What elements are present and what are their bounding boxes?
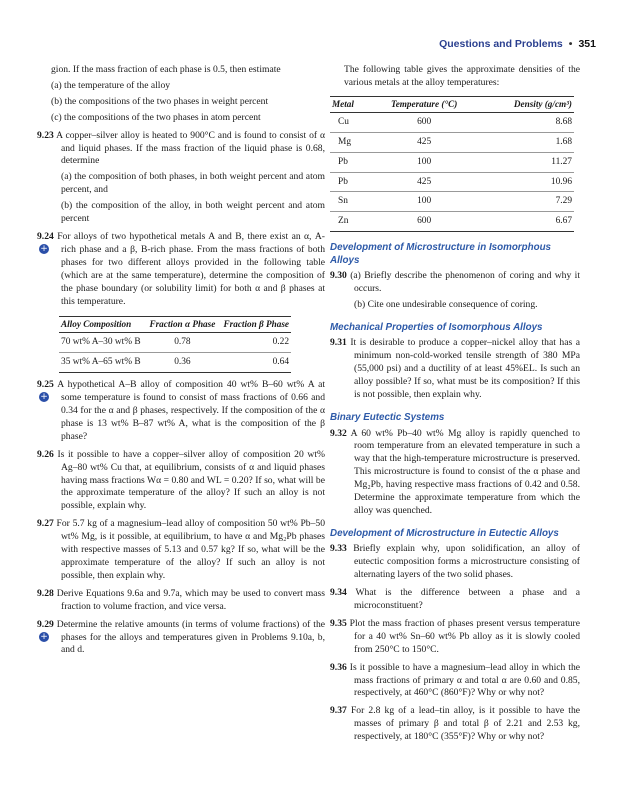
table-header: Alloy Composition xyxy=(59,317,146,333)
problem-number: 9.30 xyxy=(330,270,347,282)
section-heading: Binary Eutectic Systems xyxy=(330,412,445,423)
section-heading: Development of Microstructure in Eutectic Alloys xyxy=(330,527,559,539)
problem-9-35 xyxy=(330,618,580,657)
table-cell: 0.64 xyxy=(219,353,291,373)
table-header: Temperature (°C) xyxy=(370,96,478,112)
plus-circle-icon[interactable]: + xyxy=(40,392,48,403)
problem-text: For alloys of two hypothetical metals A and B, there exist an α, A-rich phase and a β, B-rich phase. From the mass fractions of both phases for two different alloys provided in the following table (which are at the same temperature), determine the composition of the phase boundary (or solubility limit) for both α and β phases at this temperature. xyxy=(57,230,325,307)
problem-9-36 xyxy=(330,662,580,701)
problem-number: 9.29 xyxy=(37,618,54,630)
problem-text: Is it possible to have a magnesium–lead alloy in which the mass fractions of primary α and total α are 0.60 and 0.85, respectively, at 460°C (860°F)? Why or why not? xyxy=(349,661,581,699)
table-cell: 1.68 xyxy=(478,132,574,152)
problem-number: 9.34 xyxy=(330,587,347,599)
table-cell: 100 xyxy=(370,192,478,212)
problem-text: A 60 wt% Pb–40 wt% Mg alloy is rapidly quenched to room temperature from an elevated temperature in such a way that the high-temperature microstructure is preserved. This microstructure is found to consist of the α phase and Mg₂Pb, having respective mass fractions of 0.42 and 0.58. Determine the approximate temperature from which the alloy was quenched. xyxy=(350,427,580,516)
header-separator: • xyxy=(568,38,573,50)
section-heading: Mechanical Properties of Isomorphous Alloys xyxy=(330,321,543,333)
table-header: Fraction α Phase xyxy=(146,317,219,333)
problem-9-31 xyxy=(330,337,580,402)
table-cell: 0.36 xyxy=(146,353,219,373)
table-header: Fraction β Phase xyxy=(219,317,291,333)
table-row xyxy=(59,333,291,353)
problem-number: 9.31 xyxy=(330,337,347,349)
table-header: Metal xyxy=(330,96,370,112)
table-cell: 11.27 xyxy=(478,152,574,172)
problem-number: 9.24 xyxy=(37,230,54,242)
sub-b: (b) Cite one undesirable consequence of coring. xyxy=(354,299,538,311)
table-cell: 35 wt% A–65 wt% B xyxy=(59,353,146,373)
problem-9-27 xyxy=(37,518,325,583)
table-row xyxy=(330,192,574,212)
sub-b: (b) the composition of the alloy, in both weight percent and atom percent xyxy=(61,200,325,225)
table-cell: 7.29 xyxy=(478,192,574,212)
problem-text: A copper–silver alloy is heated to 900°C and is found to consist of α and liquid phases. If the mass fraction of the liquid phase is 0.68, determine xyxy=(56,129,325,167)
problem-9-23 xyxy=(37,130,325,169)
problem-9-26 xyxy=(37,449,325,514)
problem-9-24 xyxy=(37,231,325,308)
problem-9-34 xyxy=(330,587,580,613)
table-row xyxy=(330,212,574,232)
page-number: 351 xyxy=(578,38,596,50)
table-cell: 6.67 xyxy=(478,212,574,232)
table-cell: 600 xyxy=(370,112,478,132)
plus-circle-icon[interactable]: + xyxy=(40,243,48,254)
table-cell: 70 wt% A–30 wt% B xyxy=(59,333,146,353)
problem-number: 9.28 xyxy=(37,587,54,599)
problem-number: 9.25 xyxy=(37,379,54,391)
table-cell: Cu xyxy=(330,112,370,132)
problem-number: 9.27 xyxy=(37,518,54,530)
density-table xyxy=(330,96,574,232)
problem-number: 9.37 xyxy=(330,705,347,717)
density-intro: The following table gives the approximate densities of the various metals at the alloy temperatures: xyxy=(344,64,580,88)
table-header: Density (g/cm³) xyxy=(478,96,574,112)
table-cell: 0.78 xyxy=(146,333,219,353)
sub-b: (b) the compositions of the two phases in weight percent xyxy=(51,95,269,107)
table-cell: 100 xyxy=(370,152,478,172)
table-cell: 8.68 xyxy=(478,112,574,132)
sub-c: (c) the compositions of the two phases in atom percent xyxy=(51,111,261,123)
table-row xyxy=(59,353,291,373)
sub-a: (a) the temperature of the alloy xyxy=(51,79,171,91)
problem-number: 9.36 xyxy=(330,661,347,673)
table-cell: Sn xyxy=(330,192,370,212)
problem-text: For 2.8 kg of a lead–tin alloy, is it possible to have the masses of primary β and total β of 2.21 and 2.53 kg, respectively, at 180°C (355°F)? Why or why not? xyxy=(350,705,580,743)
problem-number: 9.23 xyxy=(37,129,54,141)
table-row xyxy=(330,152,574,172)
table-row xyxy=(330,132,574,152)
problem-text: Plot the mass fraction of phases present versus temperature for a 40 wt% Sn–60 wt% Pb alloy as it is slowly cooled from 250°C to 150°C. xyxy=(349,617,580,655)
phase-fraction-table xyxy=(59,316,291,373)
table-cell: 10.96 xyxy=(478,172,574,192)
problem-9-25 xyxy=(37,379,325,444)
problem-9-30 xyxy=(330,270,580,296)
problem-text: It is desirable to produce a copper–nickel alloy that has a minimum non-cold-worked tensile strength of 380 MPa (55,000 psi) and a ductility of at least 45%EL. Is such an alloy possible? If so, what must be its composition? If this is not possible, then explain why. xyxy=(350,337,580,401)
table-cell: 425 xyxy=(370,172,478,192)
section-heading: Development of Microstructure in Isomorphous Alloys xyxy=(330,242,551,266)
problem-9-28 xyxy=(37,588,325,614)
sub-a: (a) the composition of both phases, in both weight percent and atom percent, and xyxy=(61,171,325,196)
table-cell: Mg xyxy=(330,132,370,152)
section-title: Questions and Problems xyxy=(439,38,563,50)
problem-text: What is the difference between a phase and a microconstituent? xyxy=(354,587,580,611)
problem-text: Briefly explain why, upon solidification, an alloy of eutectic composition forms a microstructure consisting of alternating layers of the two solid phases. xyxy=(353,543,580,581)
table-cell: 600 xyxy=(370,212,478,232)
table-cell: Zn xyxy=(330,212,370,232)
problem-text: Derive Equations 9.6a and 9.7a, which may be used to convert mass fraction to volume fraction, and vice versa. xyxy=(56,587,325,612)
problem-text: A hypothetical A–B alloy of composition 40 wt% B–60 wt% A at some temperature is found to consist of mass fractions of 0.66 and 0.34 for the α and β phases, respectively. If the composition of the α phase is 13 wt% B–87 wt% A, what is the composition of the β phase? xyxy=(57,379,325,442)
table-cell: Pb xyxy=(330,172,370,192)
running-header xyxy=(439,38,596,50)
problem-continuation: gion. If the mass fraction of each phase is 0.5, then estimate xyxy=(51,64,281,75)
problem-number: 9.26 xyxy=(37,448,54,460)
problem-9-29 xyxy=(37,619,325,658)
problem-text: For 5.7 kg of a magnesium–lead alloy of composition 50 wt% Pb–50 wt% Mg, is it possible, at equilibrium, to have α and Mg₂Pb phases with respective masses of 5.13 and 0.57 kg? If so, what will be the approximate temperature of the alloy? If such an alloy is not possible, then explain why. xyxy=(56,518,325,581)
table-row xyxy=(330,172,574,192)
plus-circle-icon[interactable]: + xyxy=(40,631,48,642)
problem-text: Determine the relative amounts (in terms of volume fractions) of the phases for the alloys and temperatures given in Problems 9.10a, b, and d. xyxy=(56,618,325,656)
left-column xyxy=(37,64,325,657)
table-row xyxy=(330,112,574,132)
problem-text: (a) Briefly describe the phenomenon of coring and why it occurs. xyxy=(350,270,580,295)
problem-9-37 xyxy=(330,705,580,744)
problem-number: 9.32 xyxy=(330,427,347,439)
right-column xyxy=(330,64,580,744)
problem-9-33 xyxy=(330,543,580,582)
problem-number: 9.35 xyxy=(330,617,347,629)
table-cell: Pb xyxy=(330,152,370,172)
problem-text: Is it possible to have a copper–silver alloy of composition 20 wt% Ag–80 wt% Cu that, at equilibrium, consists of α and liquid phases having mass fractions Wα = 0.80 and WL = 0.20? If so, what will be the approximate temperature of the alloy? If such an alloy is not possible, explain why. xyxy=(57,448,325,512)
table-cell: 425 xyxy=(370,132,478,152)
problem-9-32 xyxy=(330,428,580,518)
problem-number: 9.33 xyxy=(330,543,347,555)
table-cell: 0.22 xyxy=(219,333,291,353)
